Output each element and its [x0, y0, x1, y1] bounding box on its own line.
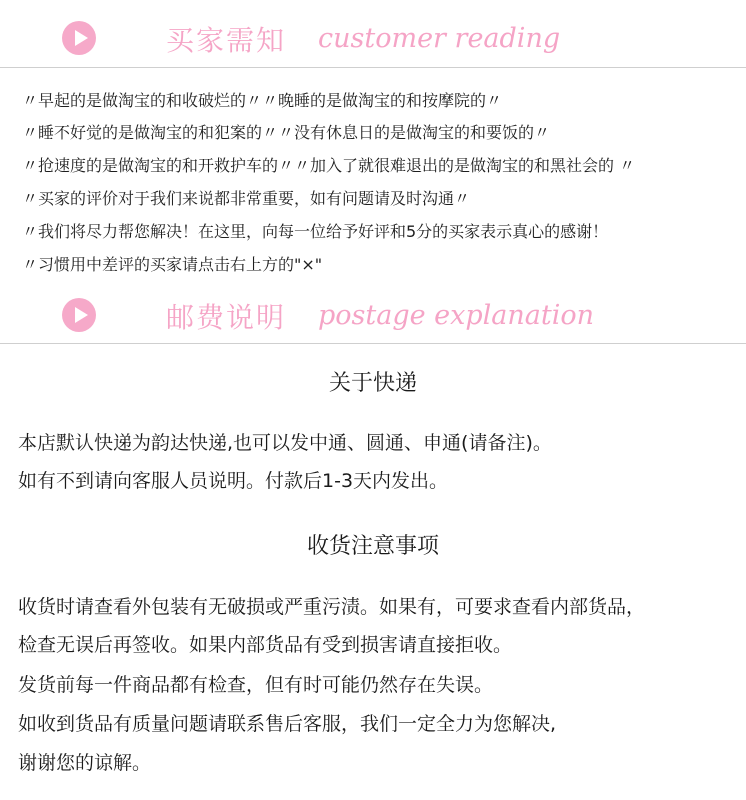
banner-postage-explanation — [0, 276, 746, 343]
express-line: 如有不到请向客服人员说明。付款后1-3天内发出。 — [18, 470, 449, 492]
banner-divider — [0, 67, 746, 68]
receiving-heading: 收货注意事项 — [306, 534, 439, 559]
notice-line: 〃睡不好觉的是做淘宝的和犯案的〃〃没有休息日的是做淘宝的和要饭的〃 — [22, 123, 551, 142]
banner-en-title: postage explanation — [318, 300, 595, 331]
notice-line: 〃我们将尽力帮您解决！在这里，向每一位给予好评和5分的买家表示真心的感谢！ — [22, 222, 609, 241]
express-heading: 关于快递 — [328, 371, 417, 396]
receiving-line: 收货时请查看外包装有无破损或严重污渍。如果有，可要求查看内部货品， — [18, 596, 646, 618]
receiving-line: 检查无误后再签收。如果内部货品有受到损害请直接拒收。 — [18, 634, 513, 656]
notice-line: 〃早起的是做淘宝的和收破烂的〃〃晚睡的是做淘宝的和按摩院的〃 — [22, 91, 503, 110]
notice-line: 〃习惯用中差评的买家请点击右上方的"×" — [22, 255, 323, 274]
express-line: 本店默认快递为韵达快递,也可以发中通、圆通、申通(请备注)。 — [18, 432, 552, 454]
receiving-line: 如收到货品有质量问题请联系售后客服，我们一定全力为您解决, — [18, 713, 557, 735]
banner-customer-reading — [0, 0, 746, 67]
notice-line: 〃买家的评价对于我们来说都非常重要，如有问题请及时沟通〃 — [22, 189, 471, 208]
play-circle-icon — [62, 298, 96, 332]
banner-zh-title: 邮费说明 — [166, 301, 287, 334]
banner-divider — [0, 343, 746, 344]
banner-zh-title: 买家需知 — [166, 24, 287, 57]
play-circle-icon — [62, 21, 96, 55]
banner-en-title: customer reading — [318, 23, 561, 54]
receiving-line: 谢谢您的谅解。 — [18, 752, 152, 774]
receiving-line: 发货前每一件商品都有检查，但有时可能仍然存在失误。 — [18, 674, 494, 696]
notice-line: 〃抢速度的是做淘宝的和开救护车的〃〃加入了就很难退出的是做淘宝的和黑社会的 〃 — [22, 156, 636, 175]
